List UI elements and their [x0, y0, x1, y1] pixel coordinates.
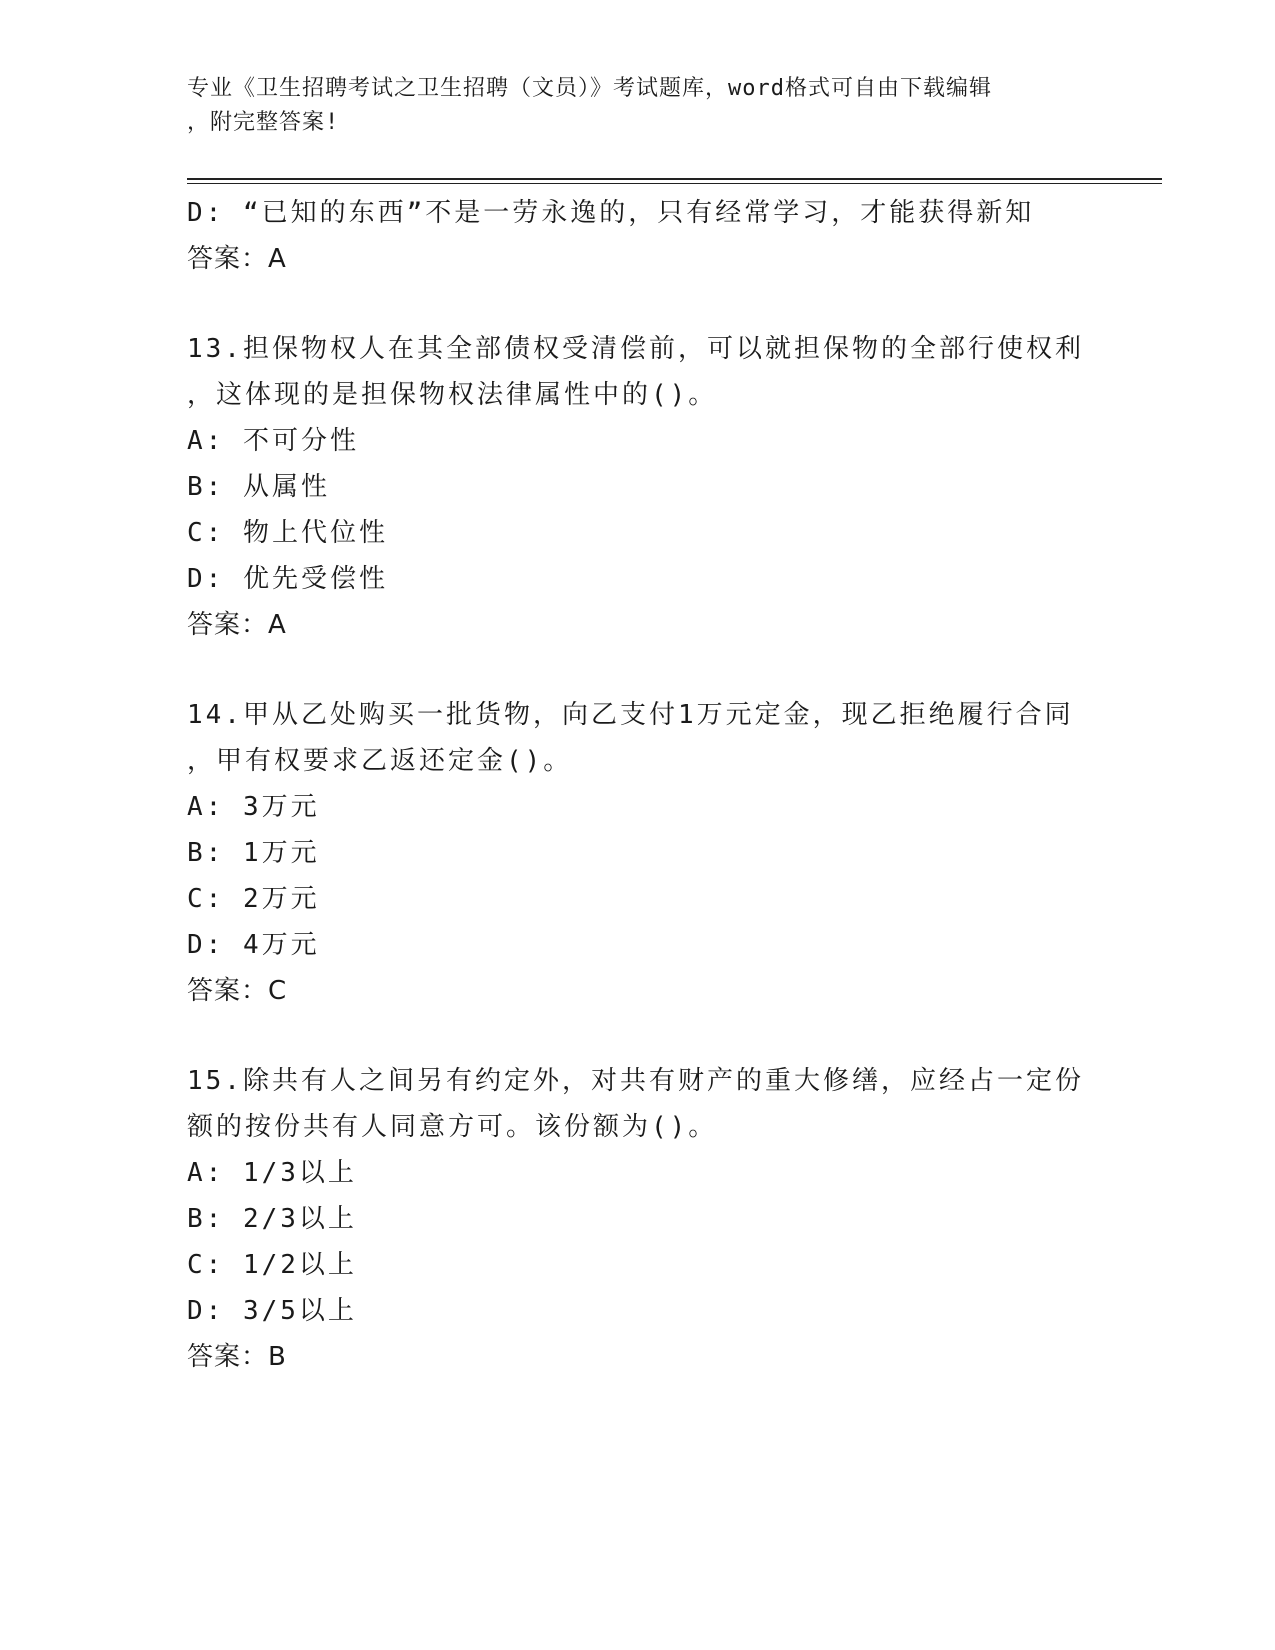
option-d: D: 3/5以上 — [187, 1296, 357, 1326]
option-d: D: 4万元 — [187, 930, 320, 960]
option-d: D: “已知的东西”不是一劳永逸的，只有经常学习，才能获得新知 — [187, 198, 1035, 228]
option-c: C: 物上代位性 — [187, 518, 388, 548]
option-a: A: 1/3以上 — [187, 1158, 357, 1188]
question-text-line-2: ，这体现的是担保物权法律属性中的()。 — [187, 380, 718, 410]
header-line-1: 专业《卫生招聘考试之卫生招聘（文员）》考试题库，word格式可自由下载编辑 — [187, 76, 992, 101]
question-block-13 — [187, 326, 1087, 648]
option-a: A: 3万元 — [187, 792, 320, 822]
question-text-line-1: 14.甲从乙处购买一批货物，向乙支付1万元定金，现乙拒绝履行合同 — [187, 700, 1074, 730]
answer-line: 答案：A — [187, 244, 287, 274]
question-block-14 — [187, 692, 1087, 1014]
header-divider — [187, 178, 1162, 184]
option-a: A: 不可分性 — [187, 426, 359, 456]
question-text-line-1: 15.除共有人之间另有约定外，对共有财产的重大修缮，应经占一定份 — [187, 1066, 1084, 1096]
question-text-line-1: 13.担保物权人在其全部债权受清偿前，可以就担保物的全部行使权利 — [187, 334, 1084, 364]
option-d: D: 优先受偿性 — [187, 564, 388, 594]
option-b: B: 1万元 — [187, 838, 320, 868]
answer-line: 答案：A — [187, 610, 287, 640]
option-c: C: 2万元 — [187, 884, 320, 914]
option-b: B: 从属性 — [187, 472, 330, 502]
question-block-15 — [187, 1058, 1087, 1380]
document-header — [187, 72, 1067, 140]
question-list — [187, 190, 1087, 1380]
question-text-line-2: 额的按份共有人同意方可。该份额为()。 — [187, 1112, 718, 1142]
option-b: B: 2/3以上 — [187, 1204, 357, 1234]
option-c: C: 1/2以上 — [187, 1250, 357, 1280]
answer-line: 答案：C — [187, 976, 288, 1006]
header-line-2: ，附完整答案! — [187, 110, 340, 135]
question-text-line-2: ，甲有权要求乙返还定金()。 — [187, 746, 573, 776]
answer-line: 答案：B — [187, 1342, 287, 1372]
question-block-12 — [187, 190, 1087, 282]
